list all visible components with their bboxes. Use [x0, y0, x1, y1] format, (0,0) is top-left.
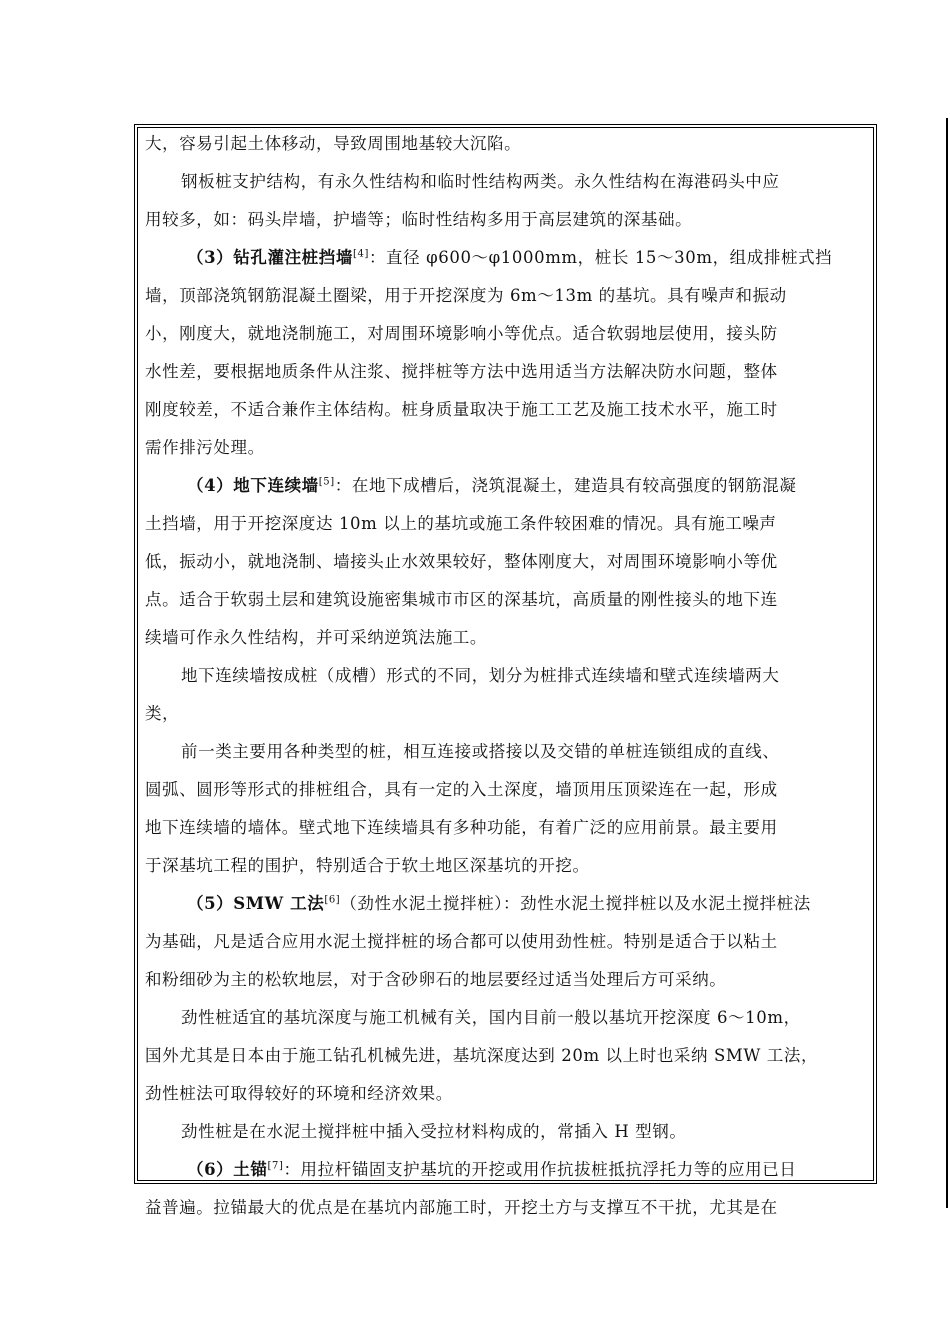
section-heading-line — [145, 467, 871, 505]
text-span: ：在地下成槽后，浇筑混凝土，建造具有较高强度的钢筋混凝 — [334, 476, 797, 495]
reference-mark: [5] — [318, 476, 335, 488]
reference-mark: [6] — [324, 894, 341, 906]
text-line: 刚度较差，不适合兼作主体结构。桩身质量取决于施工工艺及施工技术水平，施工时 — [145, 400, 778, 419]
text-span: ：直径 φ600～φ1000mm，桩长 15～30m，组成排桩式挡 — [368, 248, 833, 267]
text-line: 为基础，凡是适合应用水泥土搅拌桩的场合都可以使用劲性桩。特别是适合于以粘土 — [145, 932, 778, 951]
text-line: 需作排污处理。 — [145, 438, 265, 457]
text-line: 国外尤其是日本由于施工钻孔机械先进，基坑深度达到 20m 以上时也采纳 SMW 工法， — [145, 1046, 819, 1065]
section-heading-line — [145, 239, 871, 277]
text-line: 前一类主要用各种类型的桩，相互连接或搭接以及交错的单桩连锁组成的直线、 — [181, 742, 780, 761]
text-line: 用较多，如：码头岸墙，护墙等；临时性结构多用于高层建筑的深基础。 — [145, 210, 693, 229]
text-line: 墙，顶部浇筑钢筋混凝土圈梁，用于开挖深度为 6m～13m 的基坑。具有噪声和振动 — [145, 286, 787, 305]
text-line: 益普遍。拉锚最大的优点是在基坑内部施工时，开挖土方与支撑互不干扰，尤其是在 — [145, 1198, 778, 1217]
text-span: ：用拉杆锚固支护基坑的开挖或用作抗拔桩抵抗浮托力等的应用已日 — [283, 1160, 797, 1179]
text-line: 地下连续墙按成桩（成槽）形式的不同，划分为桩排式连续墙和壁式连续墙两大 — [181, 666, 780, 685]
text-line: 圆弧、圆形等形式的排桩组合，具有一定的入土深度，墙顶用压顶梁连在一起，形成 — [145, 780, 778, 799]
section-heading: （4）地下连续墙 — [187, 476, 319, 495]
text-line: 低，振动小，就地浇制、墙接头止水效果较好，整体刚度大，对周围环境影响小等优 — [145, 552, 778, 571]
text-line: 点。适合于软弱土层和建筑设施密集城市市区的深基坑，高质量的刚性接头的地下连 — [145, 590, 778, 609]
text-line: 劲性桩适宜的基坑深度与施工机械有关，国内目前一般以基坑开挖深度 6～10m， — [181, 1008, 801, 1027]
reference-mark: [4] — [352, 248, 369, 260]
document-body — [145, 125, 871, 1227]
section-heading-line — [145, 885, 871, 923]
text-line: 劲性桩法可取得较好的环境和经济效果。 — [145, 1084, 453, 1103]
text-line: 大，容易引起土体移动，导致周围地基较大沉陷。 — [145, 134, 522, 153]
section-heading: （3）钻孔灌注桩挡墙 — [187, 248, 353, 267]
text-line: 地下连续墙的墙体。壁式地下连续墙具有多种功能，有着广泛的应用前景。最主要用 — [145, 818, 778, 837]
text-line: 和粉细砂为主的松软地层，对于含砂卵石的地层要经过适当处理后方可采纳。 — [145, 970, 727, 989]
text-line: 类， — [145, 704, 180, 723]
section-heading-line — [145, 1151, 871, 1189]
text-line: 于深基坑工程的围护，特别适合于软土地区深基坑的开挖。 — [145, 856, 590, 875]
text-line: 土挡墙，用于开挖深度达 10m 以上的基坑或施工条件较困难的情况。具有施工噪声 — [145, 514, 777, 533]
text-line: 钢板桩支护结构，有永久性结构和临时性结构两类。永久性结构在海港码头中应 — [181, 172, 780, 191]
text-line: 水性差，要根据地质条件从注浆、搅拌桩等方法中选用适当方法解决防水问题，整体 — [145, 362, 778, 381]
text-line: 续墙可作永久性结构，并可采纳逆筑法施工。 — [145, 628, 487, 647]
right-edge-line — [946, 118, 948, 1208]
text-line: 小，刚度大，就地浇制施工，对周围环境影响小等优点。适合软弱地层使用，接头防 — [145, 324, 778, 343]
text-span: （劲性水泥土搅拌桩）：劲性水泥土搅拌桩以及水泥土搅拌桩法 — [340, 894, 811, 913]
text-line: 劲性桩是在水泥土搅拌桩中插入受拉材料构成的，常插入 H 型钢。 — [181, 1122, 687, 1141]
reference-mark: [7] — [267, 1160, 284, 1172]
section-heading: （6）土锚 — [187, 1160, 268, 1179]
section-heading: （5）SMW 工法 — [187, 894, 325, 913]
